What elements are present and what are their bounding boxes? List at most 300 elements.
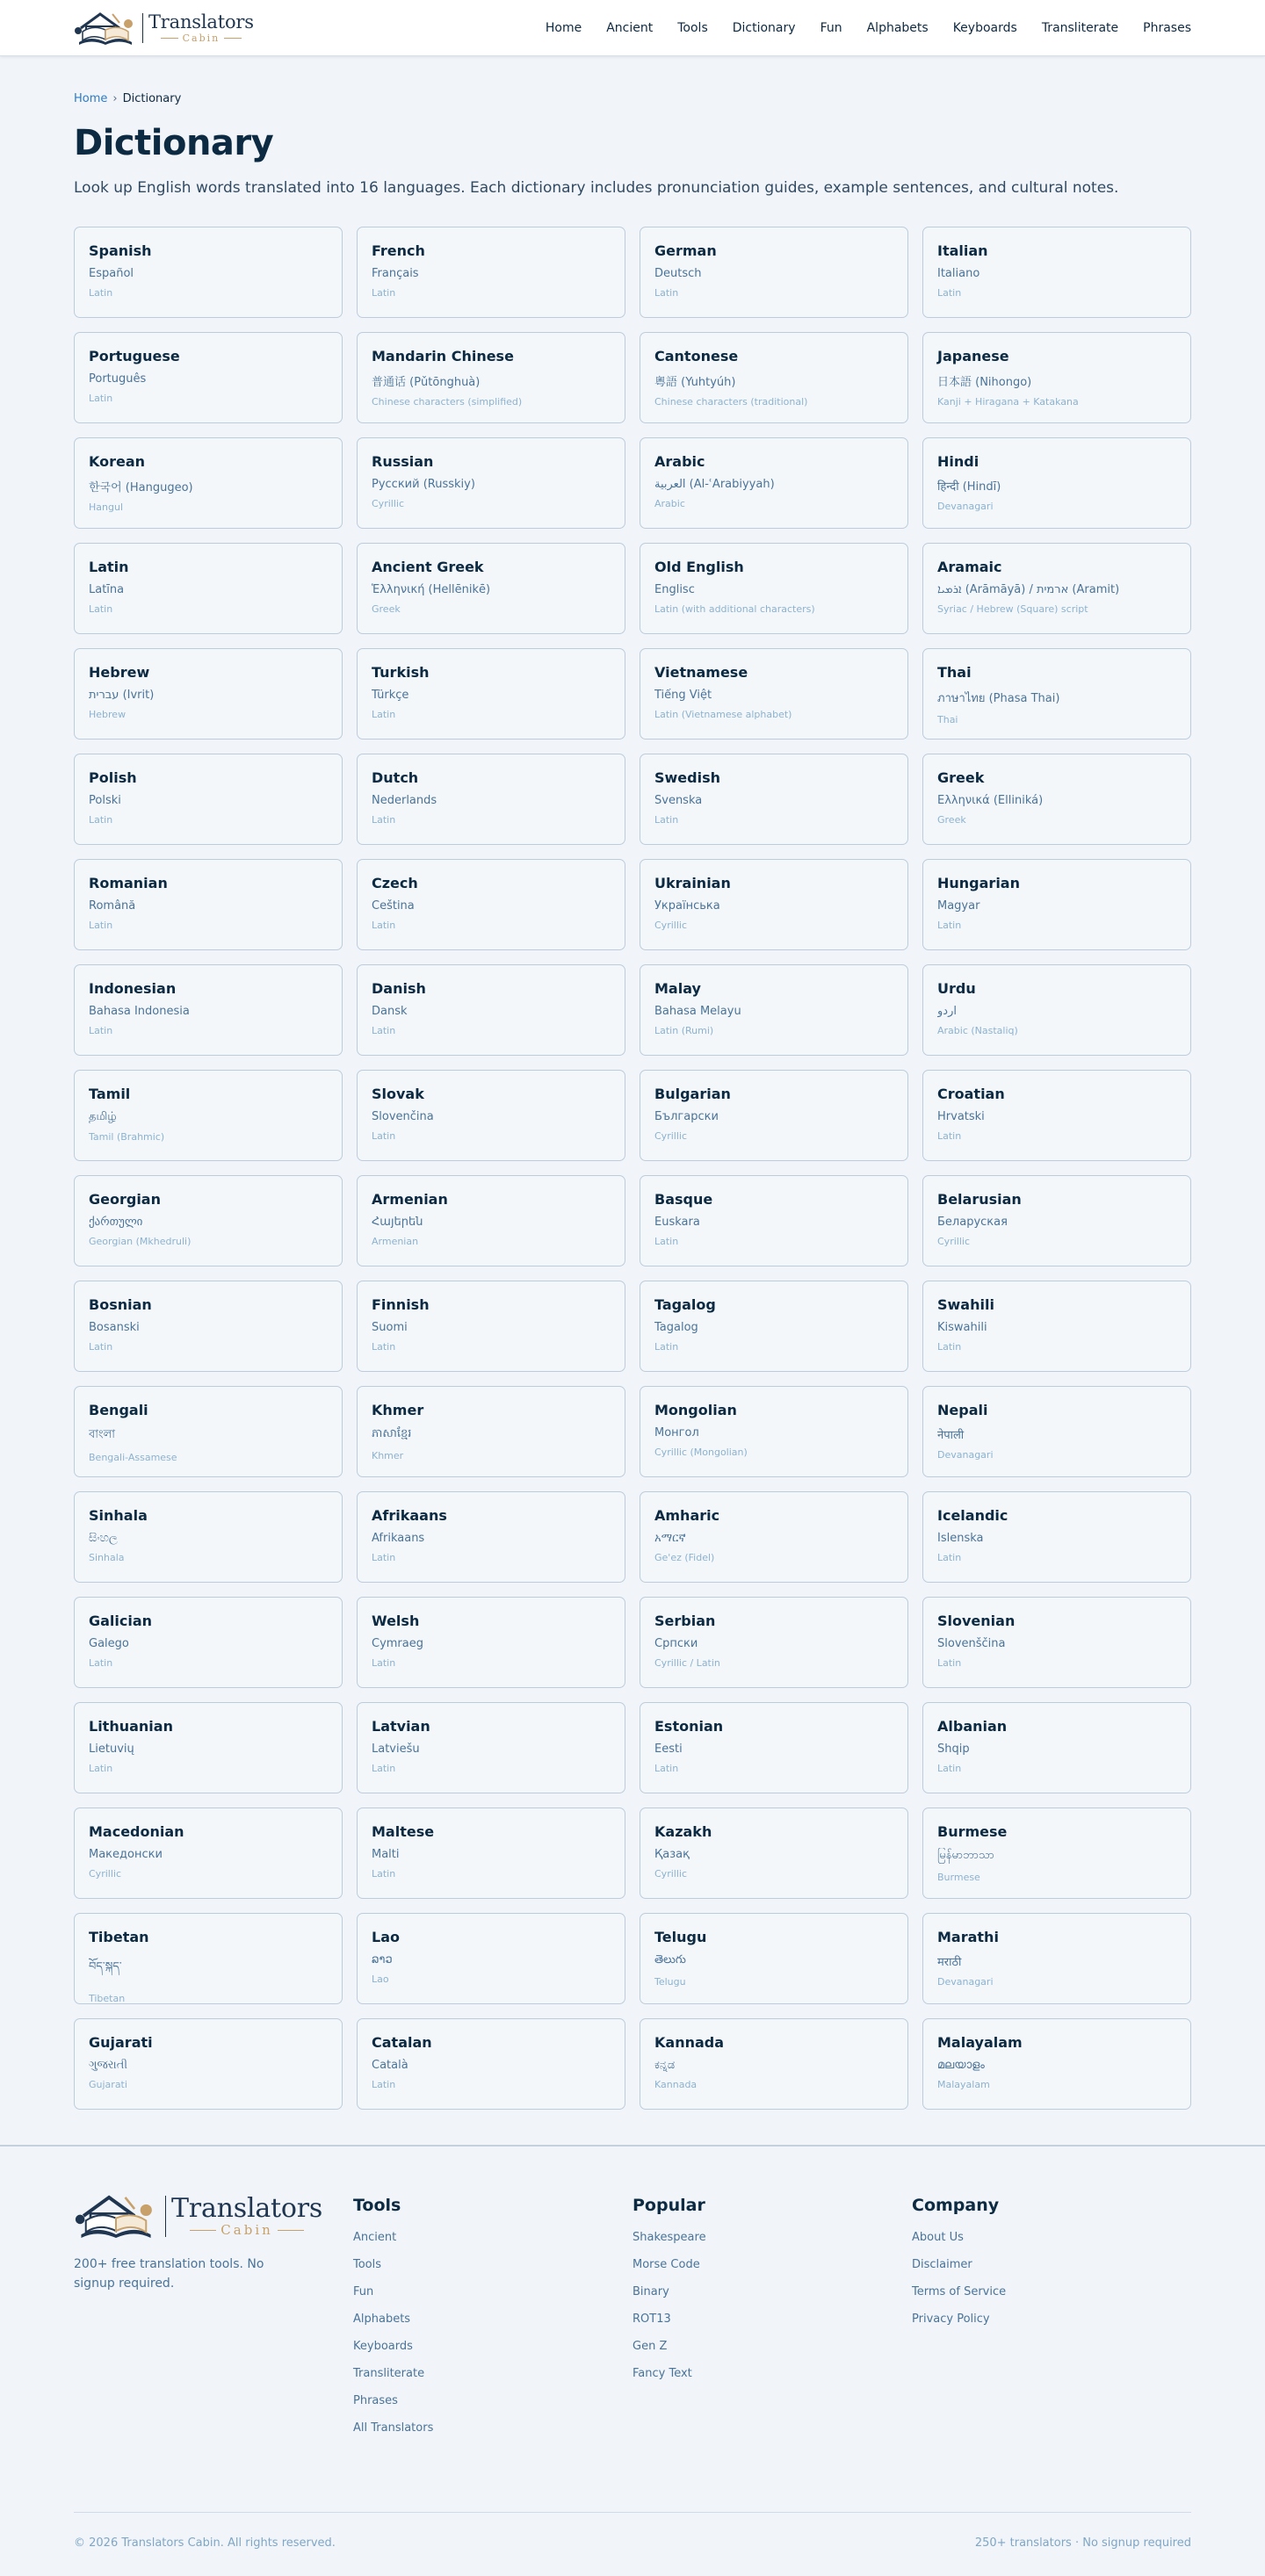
language-script: Ge'ez (Fidel) [654,1552,715,1563]
language-card-slovenian[interactable] [922,1597,1191,1688]
language-card-french[interactable] [357,227,625,318]
language-native-name: 普通话 (Pǔtōnghuà) [372,376,481,389]
language-card-macedonian[interactable] [74,1808,343,1899]
nav-link-phrases[interactable]: Phrases [1143,21,1191,35]
language-card-khmer[interactable] [357,1386,625,1477]
language-card-tibetan[interactable] [74,1913,343,2004]
language-script: Latin [372,1341,396,1353]
language-script: Thai [937,714,958,725]
footer-link-terms-of-service[interactable]: Terms of Service [912,2285,1007,2298]
language-card-lithuanian[interactable] [74,1702,343,1793]
language-script: Tamil (Brahmic) [89,1131,165,1143]
language-native-name: Suomi [372,1321,408,1334]
nav-link-fun[interactable]: Fun [820,21,842,35]
footer-tagline: 200+ free translation tools. No signup required. [74,2257,264,2291]
language-card-cantonese[interactable] [640,332,908,423]
language-native-name: हिन्दी (Hindī) [937,480,1001,494]
language-name: Hungarian [937,875,1020,891]
language-native-name: 日本語 (Nihongo) [937,376,1032,389]
language-name: Spanish [89,242,152,259]
language-native-name: Bosanski [89,1321,140,1334]
language-native-name: Қазақ [654,1848,690,1861]
language-name: Sinhala [89,1507,148,1524]
language-card-sinhala[interactable] [74,1491,343,1583]
language-card-hebrew[interactable] [74,648,343,740]
footer-stats-text: 250+ translators · No signup required [974,2536,1191,2550]
nav-link-home[interactable]: Home [545,21,582,35]
language-card-urdu[interactable] [922,964,1191,1056]
site-logo[interactable] [74,9,254,47]
language-native-name: Српски [654,1637,698,1650]
language-card-maltese[interactable] [357,1808,625,1899]
language-name: Catalan [372,2034,432,2051]
language-script: Telugu [654,1976,686,1988]
language-card-polish[interactable] [74,754,343,845]
footer-link-shakespeare[interactable]: Shakespeare [632,2231,706,2244]
language-name: Basque [654,1191,713,1208]
language-name: Bulgarian [654,1086,731,1102]
language-card-swedish[interactable] [640,754,908,845]
language-script: Syriac / Hebrew (Square) script [937,603,1088,615]
language-card-slovak[interactable] [357,1070,625,1161]
language-card-swahili[interactable] [922,1281,1191,1372]
language-name: Indonesian [89,980,177,997]
language-name: Slovenian [937,1613,1016,1629]
language-script: Latin (Vietnamese alphabet) [654,709,792,720]
language-card-russian[interactable] [357,437,625,529]
language-script: Latin [89,287,113,299]
nav-link-alphabets[interactable]: Alphabets [866,21,929,35]
footer-link-tools[interactable]: Tools [353,2258,382,2271]
language-name: Italian [937,242,988,259]
language-name: Turkish [372,664,430,681]
language-card-greek[interactable] [922,754,1191,845]
language-native-name: Македонски [89,1848,163,1861]
language-native-name: 粵語 (Yuhtyúh) [654,376,736,389]
language-script: Hangul [89,501,123,513]
language-card-dutch[interactable] [357,754,625,845]
language-card-latin[interactable] [74,543,343,634]
language-card-serbian[interactable] [640,1597,908,1688]
language-card-mongolian[interactable] [640,1386,908,1477]
language-native-name: Română [89,899,136,913]
language-script: Cyrillic [372,498,404,509]
language-script: Greek [372,603,401,615]
language-script: Latin (Rumi) [654,1025,714,1036]
language-card-kazakh[interactable] [640,1808,908,1899]
language-card-icelandic[interactable] [922,1491,1191,1583]
language-script: Latin [654,1763,679,1774]
language-script: Latin [89,814,113,826]
language-native-name: עברית (Ivrit) [89,689,155,702]
footer-link-binary[interactable]: Binary [632,2285,669,2298]
language-card-latvian[interactable] [357,1702,625,1793]
cabin-book-logo-icon [74,9,137,47]
language-script: Armenian [372,1236,419,1247]
language-name: Latin [89,559,129,575]
footer-logo[interactable] [74,2190,353,2241]
language-name: Maltese [372,1823,435,1840]
language-name: Vietnamese [654,664,748,681]
language-card-galician[interactable] [74,1597,343,1688]
language-name: Cantonese [654,348,739,364]
language-card-aramaic[interactable] [922,543,1191,634]
language-name: Bengali [89,1402,148,1418]
language-script: Khmer [372,1450,404,1461]
site-header [0,0,1265,56]
brand-subtitle: Cabin [182,32,220,44]
language-card-georgian[interactable] [74,1175,343,1266]
language-native-name: Deutsch [654,267,702,280]
language-name: Hebrew [89,664,150,681]
language-script: Latin [89,1341,113,1353]
language-script: Latin [372,814,396,826]
language-native-name: မြန်မာဘာသာ [937,1849,994,1862]
language-script: Latin [372,709,396,720]
footer-link-alphabets[interactable]: Alphabets [353,2313,411,2326]
language-native-name: Français [372,267,419,280]
language-native-name: Malti [372,1848,400,1861]
footer-link-disclaimer[interactable]: Disclaimer [912,2258,972,2271]
language-card-vietnamese[interactable] [640,648,908,740]
language-native-name: తెలుగు [654,1953,686,1966]
language-script: Kannada [654,2079,698,2090]
language-card-ukrainian[interactable] [640,859,908,950]
nav-link-tools[interactable]: Tools [677,21,708,35]
language-native-name: Lietuvių [89,1743,134,1756]
language-native-name: ܐܪܡܝܐ (Ārāmāyā) / ארמית (Aramit) [937,583,1120,596]
language-native-name: བོད་སྐད་ [89,1960,122,1973]
language-name: Burmese [937,1823,1008,1840]
language-script: Cyrillic [937,1236,970,1247]
footer-column-popular [632,2190,912,2512]
language-name: Albanian [937,1718,1008,1735]
language-name: Georgian [89,1191,161,1208]
language-script: Latin [372,1130,396,1142]
footer-bottom-bar [74,2512,1191,2573]
language-native-name: اردو [937,1005,957,1018]
language-native-name: മലയാളം [937,2059,985,2072]
nav-link-dictionary[interactable]: Dictionary [732,21,796,35]
language-script: Latin [372,287,396,299]
language-card-gujarati[interactable] [74,2018,343,2110]
language-name: Bosnian [89,1296,152,1313]
footer-column-title: Popular [632,2196,705,2215]
language-native-name: Bahasa Melayu [654,1005,741,1018]
footer-brand-name: Translators [171,2192,323,2224]
language-native-name: Català [372,2059,408,2072]
language-card-burmese[interactable] [922,1808,1191,1899]
language-native-name: Беларуская [937,1216,1008,1229]
language-name: Gujarati [89,2034,153,2051]
language-name: Galician [89,1613,153,1629]
language-card-nepali[interactable] [922,1386,1191,1477]
language-name: Mandarin Chinese [372,348,514,364]
footer-link-phrases[interactable]: Phrases [353,2394,398,2407]
language-name: Old English [654,559,744,575]
footer-link-gen-z[interactable]: Gen Z [632,2340,668,2353]
language-native-name: ភាសាខ្មែរ [372,1427,412,1440]
language-card-hungarian[interactable] [922,859,1191,950]
footer-link-morse-code[interactable]: Morse Code [632,2258,700,2271]
language-card-estonian[interactable] [640,1702,908,1793]
language-name: Korean [89,453,146,470]
language-name: Kannada [654,2034,725,2051]
footer-link-rot13[interactable]: ROT13 [632,2313,671,2326]
language-card-bulgarian[interactable] [640,1070,908,1161]
language-name: Serbian [654,1613,716,1629]
language-script: Cyrillic (Mongolian) [654,1447,748,1458]
footer-brand [74,2190,353,2512]
footer-link-about-us[interactable]: About Us [912,2231,964,2244]
nav-link-ancient[interactable]: Ancient [606,21,654,35]
language-script: Latin [654,1341,679,1353]
language-native-name: ગુજરાતી [89,2059,128,2072]
language-script: Chinese characters (traditional) [654,396,808,408]
language-native-name: Nederlands [372,794,437,807]
language-name: Welsh [372,1613,420,1629]
language-name: Malay [654,980,701,997]
language-name: Russian [372,453,434,470]
language-card-spanish[interactable] [74,227,343,318]
main-nav [546,21,1191,35]
language-name: Arabic [654,453,705,470]
language-script: Latin [937,1130,962,1142]
language-card-welsh[interactable] [357,1597,625,1688]
footer-column-title: Tools [353,2196,401,2215]
language-script: Sinhala [89,1552,125,1563]
language-native-name: Eesti [654,1743,683,1756]
language-card-hindi[interactable] [922,437,1191,529]
site-footer [0,2145,1265,2573]
language-script: Latin [654,1236,679,1247]
language-native-name: नेपाली [937,1429,965,1442]
language-script: Kanji + Hiragana + Katakana [937,396,1079,408]
language-name: Tagalog [654,1296,716,1313]
footer-link-transliterate[interactable]: Transliterate [353,2367,425,2380]
language-card-turkish[interactable] [357,648,625,740]
language-script: Latin [89,393,113,404]
language-native-name: ภาษาไทย (Phasa Thai) [937,692,1060,705]
language-card-croatian[interactable] [922,1070,1191,1161]
language-card-tamil[interactable] [74,1070,343,1161]
language-script: Bengali-Assamese [89,1452,177,1463]
language-card-portuguese[interactable] [74,332,343,423]
language-name: Lithuanian [89,1718,173,1735]
language-script: Latin [89,1025,113,1036]
language-card-danish[interactable] [357,964,625,1056]
footer-column-title: Company [912,2196,1000,2215]
language-script: Cyrillic [654,920,687,931]
language-native-name: Svenska [654,794,703,807]
page-description: Look up English words translated into 16 languages. Each dictionary includes pronunciation guides, example sentences, and cultural notes. [74,179,1119,197]
language-native-name: Español [89,267,134,280]
language-card-malayalam[interactable] [922,2018,1191,2110]
language-name: Slovak [372,1086,424,1102]
language-card-japanese[interactable] [922,332,1191,423]
footer-link-privacy-policy[interactable]: Privacy Policy [912,2313,990,2326]
language-script: Cyrillic [89,1868,121,1880]
language-native-name: Italiano [937,267,980,280]
language-native-name: Slovenščina [937,1637,1006,1650]
language-script: Devanagari [937,501,994,512]
language-grid [74,227,1191,2110]
language-name: Marathi [937,1929,999,1945]
language-name: Czech [372,875,418,891]
language-native-name: Български [654,1110,719,1123]
language-name: Latvian [372,1718,430,1735]
language-native-name: বাংলা [89,1428,116,1441]
language-card-ancient-greek[interactable] [357,543,625,634]
language-script: Burmese [937,1872,980,1883]
language-card-kannada[interactable] [640,2018,908,2110]
breadcrumb [74,92,1191,105]
language-native-name: Shqip [937,1743,970,1756]
language-card-telugu[interactable] [640,1913,908,2004]
language-card-old-english[interactable] [640,543,908,634]
language-name: Croatian [937,1086,1005,1102]
language-script: Latin [372,2079,396,2090]
language-script: Latin [937,287,962,299]
language-native-name: Türkçe [372,689,409,702]
language-card-malay[interactable] [640,964,908,1056]
language-script: Latin [89,920,113,931]
language-native-name: Українська [654,899,720,913]
footer-column-company [912,2190,1191,2512]
language-name: French [372,242,425,259]
language-script: Arabic [654,498,685,509]
language-native-name: Cymraeg [372,1637,423,1650]
language-native-name: Afrikaans [372,1532,425,1545]
language-name: Khmer [372,1402,424,1418]
language-name: Macedonian [89,1823,184,1840]
language-native-name: Slovenčina [372,1110,434,1123]
language-script: Latin [372,1552,396,1563]
language-script: Latin [937,1657,962,1669]
language-card-thai[interactable] [922,648,1191,740]
language-card-afrikaans[interactable] [357,1491,625,1583]
language-name: Tamil [89,1086,131,1102]
main-content [74,56,1191,2110]
language-script: Latin [372,1868,396,1880]
language-script: Latin [654,287,679,299]
language-native-name: Latīna [89,583,125,596]
language-name: Malayalam [937,2034,1023,2051]
language-name: Swedish [654,769,721,786]
language-card-arabic[interactable] [640,437,908,529]
language-card-lao[interactable] [357,1913,625,2004]
language-card-marathi[interactable] [922,1913,1191,2004]
breadcrumb-home-link[interactable]: Home [74,92,108,105]
language-script: Latin [372,1025,396,1036]
language-card-catalan[interactable] [357,2018,625,2110]
language-name: Greek [937,769,985,786]
language-name: Kazakh [654,1823,712,1840]
language-native-name: Íslenska [937,1532,984,1545]
language-native-name: Galego [89,1637,129,1650]
language-card-belarusian[interactable] [922,1175,1191,1266]
language-native-name: Euskara [654,1216,700,1229]
language-script: Chinese characters (simplified) [372,396,523,408]
footer-brand-subtitle: Cabin [220,2221,273,2238]
language-card-indonesian[interactable] [74,964,343,1056]
language-name: Romanian [89,875,168,891]
language-card-czech[interactable] [357,859,625,950]
language-script: Latin [372,1763,396,1774]
language-script: Arabic (Nastaliq) [937,1025,1018,1036]
language-native-name: සිංහල [89,1532,118,1545]
language-name: Portuguese [89,348,180,364]
language-script: Hebrew [89,709,126,720]
nav-link-transliterate[interactable]: Transliterate [1041,21,1119,35]
language-script: Latin [937,1763,962,1774]
breadcrumb-current: Dictionary [122,92,182,105]
language-card-german[interactable] [640,227,908,318]
language-card-bengali[interactable] [74,1386,343,1477]
language-card-amharic[interactable] [640,1491,908,1583]
language-script: Cyrillic [654,1130,687,1142]
language-native-name: Русский (Russkiy) [372,478,475,491]
language-name: German [654,242,717,259]
language-name: Lao [372,1929,400,1945]
language-script: Devanagari [937,1976,994,1988]
language-card-romanian[interactable] [74,859,343,950]
language-card-albanian[interactable] [922,1702,1191,1793]
language-name: Aramaic [937,559,1002,575]
language-name: Amharic [654,1507,720,1524]
footer-column-tools [353,2190,632,2512]
nav-link-keyboards[interactable]: Keyboards [952,21,1017,35]
footer-link-ancient[interactable]: Ancient [353,2231,397,2244]
language-card-tagalog[interactable] [640,1281,908,1372]
language-card-mandarin-chinese[interactable] [357,332,625,423]
language-native-name: Ἑλληνική (Hellēnikḗ) [372,583,491,596]
language-card-finnish[interactable] [357,1281,625,1372]
language-native-name: ລາວ [372,1953,393,1966]
language-card-bosnian[interactable] [74,1281,343,1372]
language-name: Urdu [937,980,976,997]
language-native-name: አማርኛ [654,1532,686,1545]
language-name: Belarusian [937,1191,1022,1208]
language-name: Telugu [654,1929,707,1945]
footer-link-fun[interactable]: Fun [353,2285,374,2298]
page-title: Dictionary [74,123,274,163]
language-script: Gujarati [89,2079,127,2090]
footer-link-all-translators[interactable]: All Translators [353,2421,434,2435]
language-name: Dutch [372,769,419,786]
language-script: Latin [89,603,113,615]
language-name: Tibetan [89,1929,149,1945]
footer-link-keyboards[interactable]: Keyboards [353,2340,413,2353]
language-name: Mongolian [654,1402,737,1418]
language-card-basque[interactable] [640,1175,908,1266]
language-card-italian[interactable] [922,227,1191,318]
language-script: Cyrillic / Latin [654,1657,720,1669]
language-script: Lao [372,1973,389,1985]
language-script: Greek [937,814,966,826]
language-script: Latin [937,1341,962,1353]
language-script: Cyrillic [654,1868,687,1880]
language-card-armenian[interactable] [357,1175,625,1266]
language-native-name: தமிழ் [89,1110,117,1123]
language-native-name: Hrvatski [937,1110,985,1123]
footer-link-fancy-text[interactable]: Fancy Text [632,2367,692,2380]
language-card-korean[interactable] [74,437,343,529]
language-native-name: Монгол [654,1426,699,1440]
language-native-name: Português [89,372,147,386]
language-native-name: Latviešu [372,1743,420,1756]
language-native-name: Tagalog [654,1321,698,1334]
